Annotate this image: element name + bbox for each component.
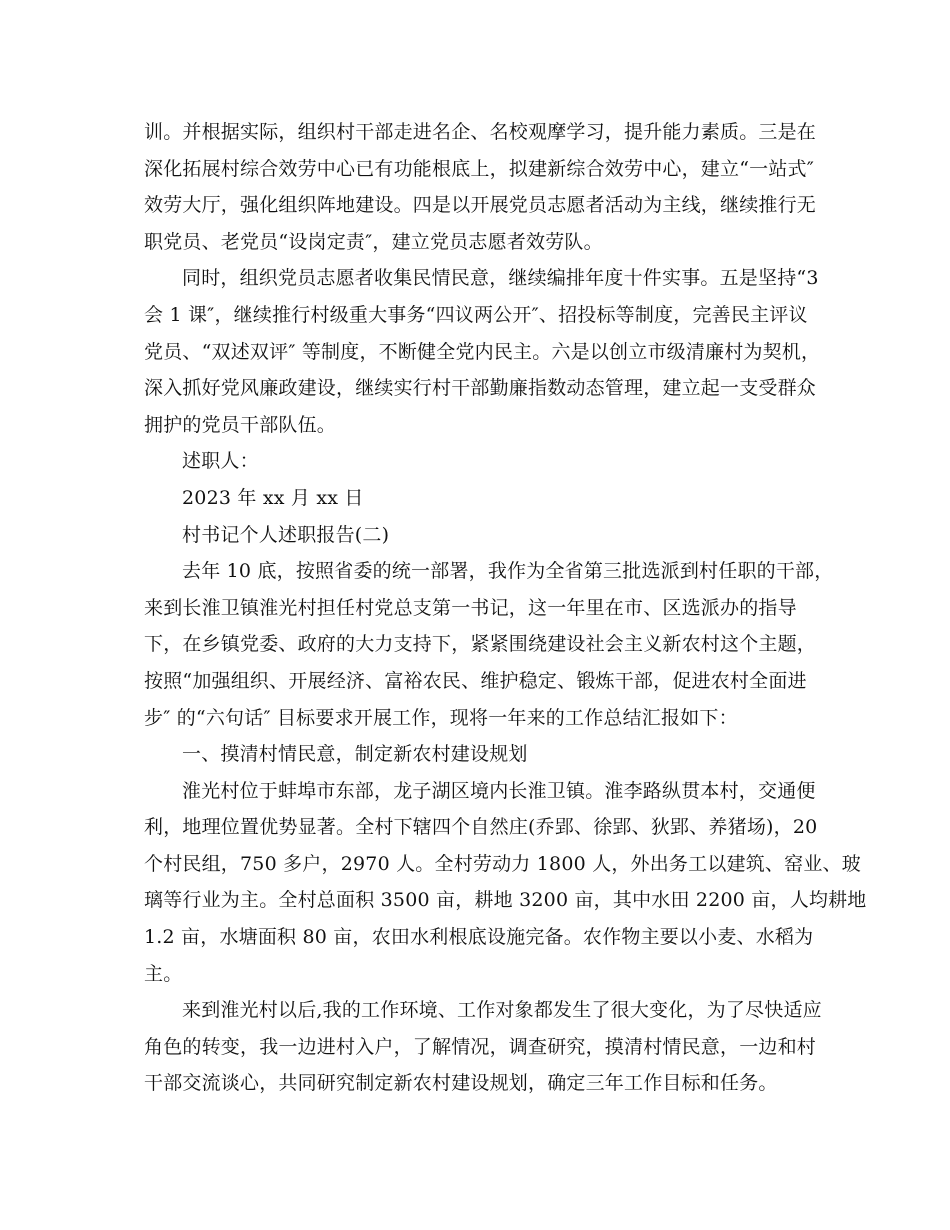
report-date: 2023 年 xx 月 xx 日 xyxy=(182,486,364,509)
text-line: 职党员、老党员“设岗定责″，建立党员志愿者效劳队。 xyxy=(144,230,603,253)
paragraph-start-line: 淮光村位于蚌埠市东部，龙子湖区境内长淮卫镇。淮李路纵贯本村，交通便 xyxy=(182,779,816,802)
text-line: 党员、“双述双评″ 等制度，不断健全党内民主。六是以创立市级清廉村为契机， xyxy=(144,340,821,363)
text-line: 主。 xyxy=(144,962,183,985)
signature-label: 述职人： xyxy=(182,450,259,473)
paragraph-start-line: 同时，组织党员志愿者收集民情民意，继续编排年度十件实事。五是坚持“3 xyxy=(182,267,819,290)
text-line: 深化拓展村综合效劳中心已有功能根底上，拟建新综合效劳中心，建立“一站式″ xyxy=(144,157,815,180)
subsection-heading: 一、摸清村情民意，制定新农村建设规划 xyxy=(182,743,528,766)
text-line: 效劳大厅，强化组织阵地建设。四是以开展党员志愿者活动为主线，继续推行无 xyxy=(144,194,817,217)
text-line: 步″ 的“六句话″ 目标要求开展工作，现将一年来的工作总结汇报如下： xyxy=(144,706,738,729)
paragraph-start-line: 来到淮光村以后,我的工作环境、工作对象都发生了很大变化，为了尽快适应 xyxy=(182,999,822,1022)
text-line: 利，地理位置优势显著。全村下辖四个自然庄(乔郢、徐郢、狄郢、养猪场)，20 xyxy=(144,816,818,839)
text-line: 按照“加强组织、开展经济、富裕农民、维护稳定、锻炼干部，促进农村全面进 xyxy=(144,669,807,692)
document-body xyxy=(144,114,867,1102)
text-line: 来到长淮卫镇淮光村担任村党总支第一书记，这一年里在市、区选派办的指导 xyxy=(144,596,797,619)
text-line: 1.2 亩，水塘面积 80 亩，农田水利根底设施完备。农作物主要以小麦、水稻为 xyxy=(144,926,814,949)
text-line: 个村民组，750 多户，2970 人。全村劳动力 1800 人，外出务工以建筑、窑业、玻 xyxy=(144,852,861,875)
text-line: 深入抓好党风廉政建设，继续实行村干部勤廉指数动态管理，建立起一支受群众 xyxy=(144,377,817,400)
text-line: 训。并根据实际，组织村干部走进名企、名校观摩学习，提升能力素质。三是在 xyxy=(144,121,817,143)
text-line: 璃等行业为主。全村总面积 3500 亩，耕地 3200 亩，其中水田 2200 亩，人均耕地 xyxy=(144,889,867,912)
text-line: 干部交流谈心，共同研究制定新农村建设规划，确定三年工作目标和任务。 xyxy=(144,1072,778,1095)
text-line: 角色的转变，我一边进村入户，了解情况，调查研究，摸清村情民意，一边和村 xyxy=(144,1035,817,1058)
text-line: 拥护的党员干部队伍。 xyxy=(144,413,337,436)
text-line: 下，在乡镇党委、政府的大力支持下，紧紧围绕建设社会主义新农村这个主题， xyxy=(144,633,817,656)
section-title: 村书记个人述职报告(二) xyxy=(182,523,390,546)
paragraph-start-line: 去年 10 底，按照省委的统一部署，我作为全省第三批选派到村任职的干部， xyxy=(182,560,834,583)
text-line: 会 1 课″，继续推行村级重大事务“四议两公开″、招投标等制度，完善民主评议 xyxy=(144,303,808,326)
